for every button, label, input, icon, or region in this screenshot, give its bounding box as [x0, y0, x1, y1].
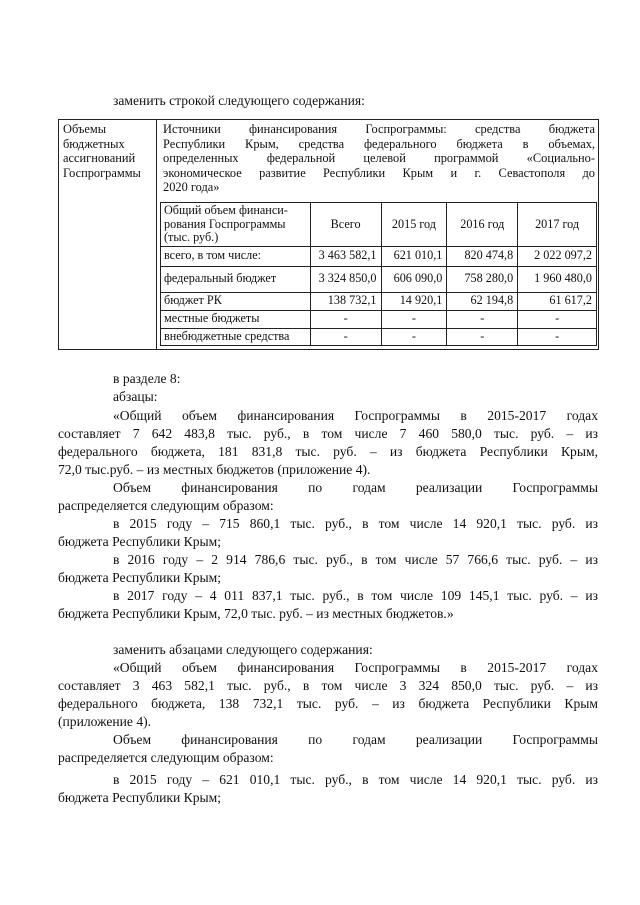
table-cell: 138 732,1 — [310, 292, 381, 310]
header-cell: Всего — [310, 203, 381, 247]
table-cell: 61 617,2 — [518, 292, 597, 310]
table-cell: - — [447, 328, 518, 345]
section-subheading: абзацы: — [113, 389, 158, 404]
funding-sources-text — [163, 122, 595, 195]
header-cell: 2017 год — [518, 203, 597, 247]
table-cell: - — [381, 328, 447, 345]
paragraph-line: в 2015 году – 621 010,1 тыс. руб., в том числе 14 920,1 тыс. руб. из — [113, 772, 598, 787]
paragraph-line: федерального бюджета, 181 831,8 тыс. руб. – из бюджета Республики Крым, — [58, 444, 598, 459]
table-cell: 3 324 850,0 — [310, 266, 381, 292]
paragraph-line: «Общий объем финансирования Госпрограммы в 2015-2017 годах — [113, 408, 598, 423]
paragraph-line: в 2015 году – 715 860,1 тыс. руб., в том числе 14 920,1 тыс. руб. из — [113, 516, 598, 531]
sources-line: Источники финансирования Госпрограммы: средства бюджета — [163, 122, 595, 136]
table-left-cell — [63, 122, 141, 180]
paragraph-line: Объем финансирования по годам реализации Госпрограммы — [113, 480, 598, 495]
table-cell: 621 010,1 — [381, 246, 447, 266]
paragraph-line: «Общий объем финансирования Госпрограммы в 2015-2017 годах — [113, 660, 598, 675]
left-cell-line: Госпрограммы — [63, 165, 141, 180]
paragraph-line: составляет 7 642 483,8 тыс. руб., в том числе 7 460 580,0 тыс. руб. – из — [58, 426, 598, 441]
table-cell: - — [381, 310, 447, 328]
table-cell: 14 920,1 — [381, 292, 447, 310]
table-row — [161, 292, 597, 310]
sources-line: определенных федеральной целевой программой «Социально- — [163, 151, 595, 165]
header-cell: 2016 год — [447, 203, 518, 247]
section-heading: в разделе 8: — [113, 371, 181, 386]
funding-inner-table — [160, 202, 597, 346]
left-cell-line: бюджетных — [63, 136, 125, 151]
table-cell: - — [518, 328, 597, 345]
table-cell: 1 960 480,0 — [518, 266, 597, 292]
row-label: внебюджетные средства — [161, 328, 311, 345]
table-row — [161, 246, 597, 266]
paragraph-line: (приложение 4). — [58, 714, 152, 729]
sources-line: экономическое развитие Республики Крым и г. Севастополя до — [163, 165, 595, 180]
intro-line: заменить строкой следующего содержания: — [113, 93, 365, 108]
table-header-row — [161, 203, 597, 247]
paragraph-line: в 2016 году – 2 914 786,6 тыс. руб., в том числе 57 766,6 тыс. руб. – из — [113, 552, 598, 567]
paragraph-line: бюджета Республики Крым, 72,0 тыс. руб. – из местных бюджетов.» — [58, 606, 454, 621]
row-label: всего, в том числе: — [161, 246, 311, 266]
table-cell: - — [518, 310, 597, 328]
table-cell: - — [447, 310, 518, 328]
column-divider — [156, 120, 157, 349]
replacement-intro: заменить абзацами следующего содержания: — [113, 642, 373, 657]
left-cell-line: Объемы — [63, 122, 107, 136]
table-cell: - — [310, 310, 381, 328]
table-cell: 2 022 097,2 — [518, 246, 597, 266]
table-cell: 820 474,8 — [447, 246, 518, 266]
sources-line: 2020 года» — [163, 180, 220, 194]
sources-line: Республики Крым, средства федерального бюджета в объемах, — [163, 136, 595, 151]
left-cell-line: ассигнований — [63, 151, 136, 165]
paragraph-line: распределяется следующим образом: — [58, 498, 274, 513]
table-cell: 62 194,8 — [447, 292, 518, 310]
table-cell: - — [310, 328, 381, 345]
paragraph-line: бюджета Республики Крым; — [58, 570, 222, 585]
row-label: местные бюджеты — [161, 310, 311, 328]
paragraph-line: 72,0 тыс.руб. – из местных бюджетов (приложение 4). — [58, 462, 371, 477]
row-label: бюджет РК — [161, 292, 311, 310]
row-label: федеральный бюджет — [161, 266, 311, 292]
header-cell: 2015 год — [381, 203, 447, 247]
table-cell: 606 090,0 — [381, 266, 447, 292]
table-cell: 3 463 582,1 — [310, 246, 381, 266]
table-cell: 758 280,0 — [447, 266, 518, 292]
paragraph-line: федерального бюджета, 138 732,1 тыс. руб. – из бюджета Республики Крым — [58, 696, 598, 711]
paragraph-line: составляет 3 463 582,1 тыс. руб., в том числе 3 324 850,0 тыс. руб. – из — [58, 678, 598, 693]
table-row — [161, 266, 597, 292]
paragraph-line: бюджета Республики Крым; — [58, 534, 222, 549]
table-row — [161, 310, 597, 328]
paragraph-line: Объем финансирования по годам реализации Госпрограммы — [113, 732, 598, 747]
table-row — [161, 328, 597, 345]
paragraph-line: распределяется следующим образом: — [58, 750, 274, 765]
paragraph-line: в 2017 году – 4 011 837,1 тыс. руб., в том числе 109 145,1 тыс. руб. – из — [113, 588, 598, 603]
paragraph-line: бюджета Республики Крым; — [58, 790, 222, 805]
header-cell-total-volume: Общий объем финанси- рования Госпрограммы (тыс. руб.) — [161, 203, 311, 247]
